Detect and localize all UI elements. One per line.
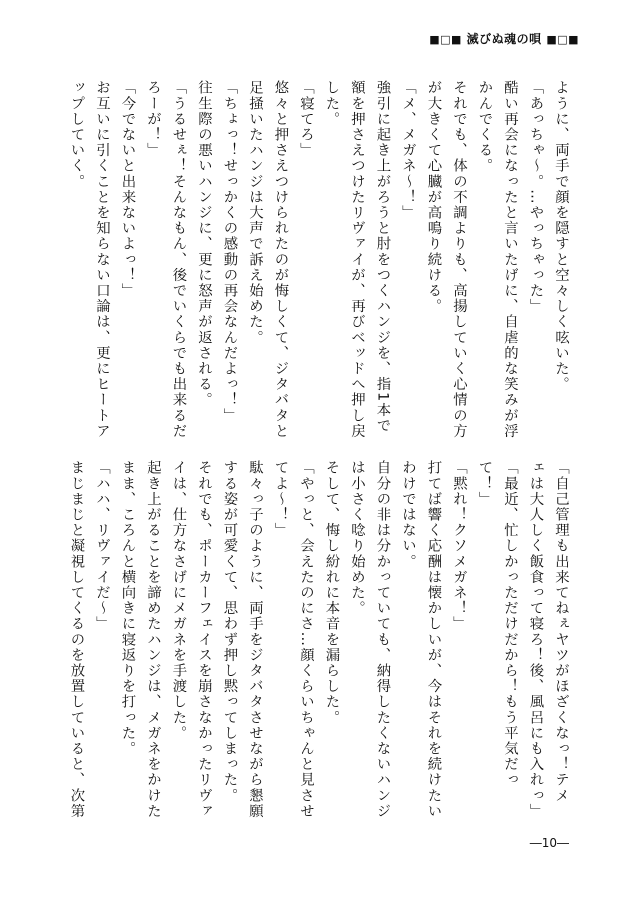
text-column-bottom bbox=[68, 460, 573, 819]
text-line: 駄々っ子のように、両手をジタバタさせながら懇願 bbox=[247, 460, 263, 819]
text-line: が大きくて心臓が高鳴り続ける。 bbox=[425, 80, 442, 314]
header-marks-right: ■□■ bbox=[546, 33, 579, 46]
text-line: まま、ころんと横向きに寝返りを打った。 bbox=[119, 460, 136, 757]
text-line: それでも、体の不調よりも、高揚していく心情の方 bbox=[451, 80, 467, 439]
text-line: 往生際の悪いハンジに、更に怒声が返される。 bbox=[196, 80, 212, 408]
text-column-top bbox=[68, 80, 573, 439]
header-title: 滅びぬ魂の唄 bbox=[466, 32, 542, 46]
page-number: ―10― bbox=[529, 836, 569, 850]
text-line: 「うるせぇ！そんなもん、後でいくらでも出来るだ bbox=[170, 80, 187, 439]
text-line: 「今でないと出来ないよっ！」 bbox=[119, 80, 136, 299]
text-line: 強引に起き上がろうと肘をつくハンジを、指1本で bbox=[374, 80, 391, 434]
text-line: ェは大人しく飯食って寝ろ！後、風呂にも入れっ」 bbox=[527, 460, 544, 819]
text-line: 「あっちゃ〜。…やっちゃった」 bbox=[527, 80, 544, 314]
running-header bbox=[429, 30, 579, 47]
text-line: そして、悔し紛れに本音を漏らした。 bbox=[323, 460, 340, 726]
text-line: 起き上がることを諦めたハンジは、メガネをかけた bbox=[145, 460, 161, 819]
text-line: てよ〜！」 bbox=[272, 460, 289, 538]
text-line: て！」 bbox=[476, 460, 493, 507]
text-line: イは、仕方なさげにメガネを手渡した。 bbox=[170, 460, 187, 741]
text-line: 打てば響く応酬は懐かしいが、今はそれを続けたい bbox=[425, 460, 442, 819]
text-line: 「ハハ、リヴァイだ〜」 bbox=[94, 460, 110, 632]
text-line: ろーが！」 bbox=[145, 80, 161, 158]
text-line: 悠々と押さえつけられたのが悔しくて、ジタバタと bbox=[272, 80, 289, 439]
text-line: 「メ、メガネ〜！」 bbox=[400, 80, 416, 221]
text-line: お互いに引くことを知らない口論は、更にヒートア bbox=[94, 80, 110, 439]
header-marks-left: ■□■ bbox=[429, 33, 462, 46]
text-line: 「黙れ！クソメガネ！」 bbox=[451, 460, 467, 632]
text-line: 「ちょっ！せっかくの感動の再会なんだよっ！」 bbox=[221, 80, 238, 424]
text-line: は小さく唸り始めた。 bbox=[349, 460, 365, 616]
text-line: 「寝てろ」 bbox=[298, 80, 314, 158]
text-line: 「やっと、会えたのにさ…顔くらいちゃんと見させ bbox=[298, 460, 314, 819]
text-line: まじまじと凝視してくるのを放置していると、次第 bbox=[68, 460, 85, 819]
text-line: する姿が可愛くて、思わず押し黙ってしまった。 bbox=[221, 460, 238, 804]
text-line: 足掻いたハンジは大声で訴え始めた。 bbox=[247, 80, 263, 346]
text-line: 額を押さえつけたリヴァイが、再びベッドへ押し戻 bbox=[349, 80, 365, 439]
text-line: 「自己管理も出来てねぇヤツがほざくなっ！テメ bbox=[553, 460, 569, 804]
text-line: 酷い再会になったと言いたげに、自虐的な笑みが浮 bbox=[502, 80, 518, 439]
text-line: した。 bbox=[323, 80, 340, 127]
text-line: ように、両手で顔を隠すと空々しく呟いた。 bbox=[553, 80, 569, 392]
text-line: ップしていく。 bbox=[68, 80, 85, 190]
text-line: 「最近、忙しかっただけだから！もう平気だっ bbox=[502, 460, 518, 788]
text-line: 自分の非は分かっていても、納得したくないハンジ bbox=[374, 460, 391, 819]
text-line: かんでくる。 bbox=[476, 80, 493, 174]
text-line: わけではない。 bbox=[400, 460, 416, 570]
text-line: それでも、ポーカーフェイスを崩さなかったリヴァ bbox=[196, 460, 212, 819]
